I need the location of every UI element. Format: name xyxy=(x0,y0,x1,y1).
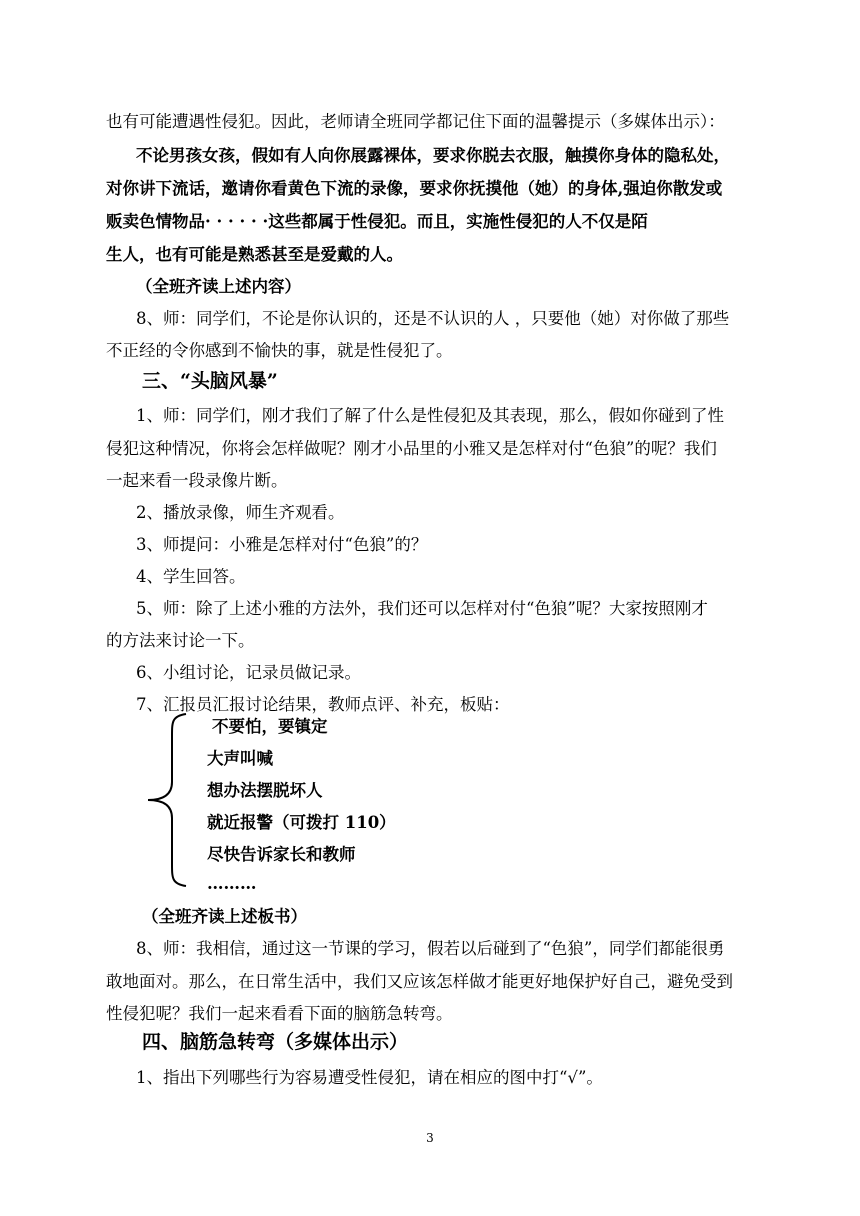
warm-tip-line: 贩卖色情物品· · · · · ·这些都属于性侵犯。而且，实施性侵犯的人不仅是陌 xyxy=(106,212,648,231)
warm-tip-line: 对你讲下流话，邀请你看黄色下流的录像，要求你抚摸他（她）的身体,强迫你散发或 xyxy=(106,179,723,198)
paragraph-line: 不正经的令你感到不愉快的事，就是性侵犯了。 xyxy=(106,341,453,360)
paragraph-line: 侵犯这种情况，你将会怎样做呢？刚才小品里的小雅又是怎样对付“色狼”的呢？我们 xyxy=(106,439,717,458)
board-item: 大声叫喊 xyxy=(207,749,273,768)
board-item: 不要怕，要镇定 xyxy=(212,717,328,736)
board-item: ……… xyxy=(207,874,257,893)
paragraph-line: 1、指出下列哪些行为容易遭受性侵犯，请在相应的图中打“√”。 xyxy=(136,1068,603,1087)
paragraph-line: 8、师：我相信，通过这一节课的学习，假若以后碰到了“色狼”，同学们都能很勇 xyxy=(136,939,725,958)
section-heading-brain-teaser: 四、脑筋急转弯（多媒体出示） xyxy=(142,1031,409,1053)
board-item: 想办法摆脱坏人 xyxy=(207,781,323,800)
paragraph-line: 敢地面对。那么，在日常生活中，我们又应该怎样做才能更好地保护好自己，避免受到 xyxy=(106,972,733,991)
curly-brace-icon xyxy=(144,712,194,888)
paragraph-line: 的方法来讨论一下。 xyxy=(106,631,255,650)
paragraph-line: 1、师：同学们，刚才我们了解了什么是性侵犯及其表现，那么，假如你碰到了性 xyxy=(136,406,724,425)
paragraph-line: 3、师提问：小雅是怎样对付“色狼”的？ xyxy=(136,535,428,554)
paragraph-line: 7、汇报员汇报讨论结果，教师点评、补充，板贴： xyxy=(136,695,510,714)
board-item: 尽快告诉家长和教师 xyxy=(207,845,356,864)
paragraph-line: 4、学生回答。 xyxy=(136,567,246,586)
paragraph-line: 也有可能遭遇性侵犯。因此，老师请全班同学都记住下面的温馨提示（多媒体出示）： xyxy=(106,112,725,131)
page-number: 3 xyxy=(426,1131,434,1145)
class-reading-note: （全班齐读上述内容） xyxy=(136,277,301,296)
paragraph-line: 性侵犯呢？我们一起来看看下面的脑筋急转弯。 xyxy=(106,1004,453,1023)
paragraph-line: 2、播放录像，师生齐观看。 xyxy=(136,503,345,522)
section-heading-brainstorm: 三、“头脑风暴” xyxy=(142,370,278,392)
board-item: 就近报警（可拨打 110） xyxy=(207,813,396,832)
warm-tip-line: 不论男孩女孩，假如有人向你展露裸体，要求你脱去衣服，触摸你身体的隐私处， xyxy=(136,146,730,165)
paragraph-line: 5、师：除了上述小雅的方法外，我们还可以怎样对付“色狼”呢？大家按照刚才 xyxy=(136,599,708,618)
paragraph-line: 6、小组讨论，记录员做记录。 xyxy=(136,663,361,682)
paragraph-line: 8、师：同学们，不论是你认识的，还是不认识的人 ，只要他（她）对你做了那些 xyxy=(136,309,730,328)
paragraph-line: 一起来看一段录像片断。 xyxy=(106,471,288,490)
warm-tip-line: 生人，也有可能是熟悉甚至是爱戴的人。 xyxy=(106,245,403,264)
class-reading-note: （全班齐读上述板书） xyxy=(142,907,307,926)
